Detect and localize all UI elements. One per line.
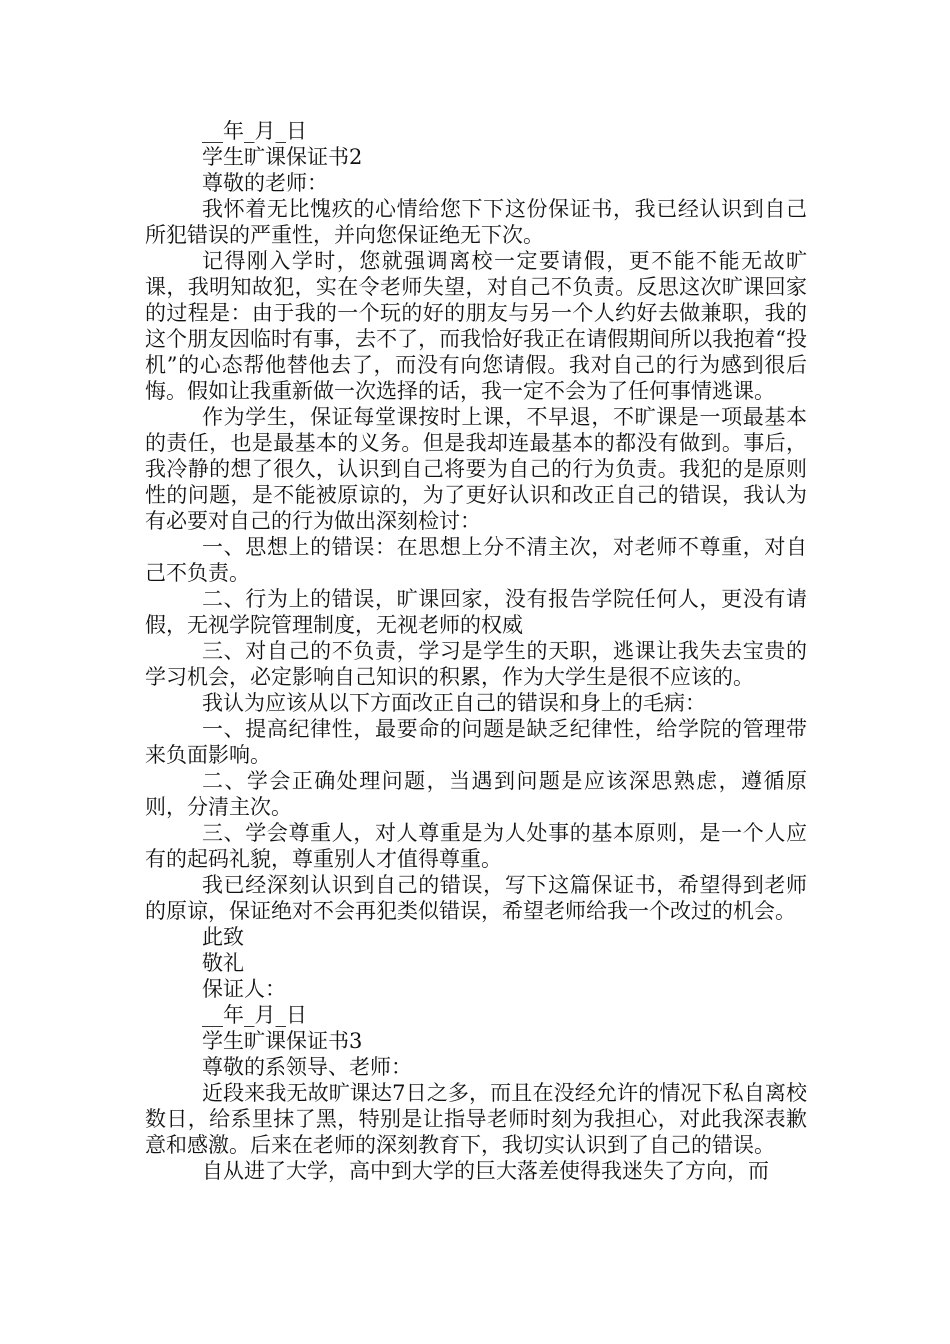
closing-line: 此致 [202, 925, 244, 949]
salutation: 尊敬的老师： [202, 171, 328, 195]
paragraph: 作为学生，保证每堂课按时上课，不早退，不旷课是一项最基本的责任，也是最基本的义务。但是我却连最基本的都没有做到。事后，我冷静的想了很久，认识到自己将要为自己的行为负责。我犯的是原则性的问题，是不能被原谅的，为了更好认识和改正自己的错误，我认为有必要对自己的行为做出深刻检讨： [145, 405, 807, 533]
paragraph: 我已经深刻认识到自己的错误，写下这篇保证书，希望得到老师的原谅，保证绝对不会再犯类似错误，希望老师给我一个改过的机会。 [145, 873, 807, 923]
date-line: __年_月_日 [202, 1003, 307, 1027]
paragraph: 二、行为上的错误，旷课回家，没有报告学院任何人，更没有请假，无视学院管理制度，无视老师的权威 [145, 587, 807, 637]
salutation: 尊敬的系领导、老师： [202, 1055, 412, 1079]
signature-line: 保证人： [202, 977, 286, 1001]
paragraph: 自从进了大学，高中到大学的巨大落差使得我迷失了方向，而 [202, 1159, 769, 1183]
paragraph: 近段来我无故旷课达7日之多，而且在没经允许的情况下私自离校数日，给系里抹了黑，特别是让指导老师时刻为我担心，对此我深表歉意和感激。后来在老师的深刻教育下，我切实认识到了自己的错误。 [145, 1081, 807, 1157]
paragraph: 我怀着无比愧疚的心情给您下下这份保证书，我已经认识到自己所犯错误的严重性，并向您保证绝无下次。 [145, 197, 807, 247]
closing-line: 敬礼 [202, 951, 244, 975]
paragraph: 一、思想上的错误：在思想上分不清主次，对老师不尊重，对自己不负责。 [145, 535, 807, 585]
paragraph: 一、提高纪律性，最要命的问题是缺乏纪律性，给学院的管理带来负面影响。 [145, 717, 807, 767]
paragraph: 三、对自己的不负责，学习是学生的天职，逃课让我失去宝贵的学习机会，必定影响自己知识的积累，作为大学生是很不应该的。 [145, 639, 807, 689]
paragraph: 记得刚入学时，您就强调离校一定要请假，更不能不能无故旷课，我明知故犯，实在令老师失望，对自己不负责。反思这次旷课回家的过程是：由于我的一个玩的好的朋友与另一个人约好去做兼职，我的这个朋友因临时有事，去不了，而我恰好我正在请假期间所以我抱着“投机”的心态帮他替他去了，而没有向您请假。我对自己的行为感到很后悔。假如让我重新做一次选择的话，我一定不会为了任何事情逃课。 [145, 249, 807, 403]
section-title: 学生旷课保证书3 [202, 1029, 363, 1053]
section-title: 学生旷课保证书2 [202, 145, 363, 169]
paragraph: 二、学会正确处理问题，当遇到问题是应该深思熟虑，遵循原则，分清主次。 [145, 769, 807, 819]
paragraph: 我认为应该从以下方面改正自己的错误和身上的毛病： [202, 691, 706, 715]
document-page [145, 118, 807, 1184]
paragraph: 三、学会尊重人，对人尊重是为人处事的基本原则，是一个人应有的起码礼貌，尊重别人才值得尊重。 [145, 821, 807, 871]
date-line: __年_月_日 [202, 119, 307, 143]
